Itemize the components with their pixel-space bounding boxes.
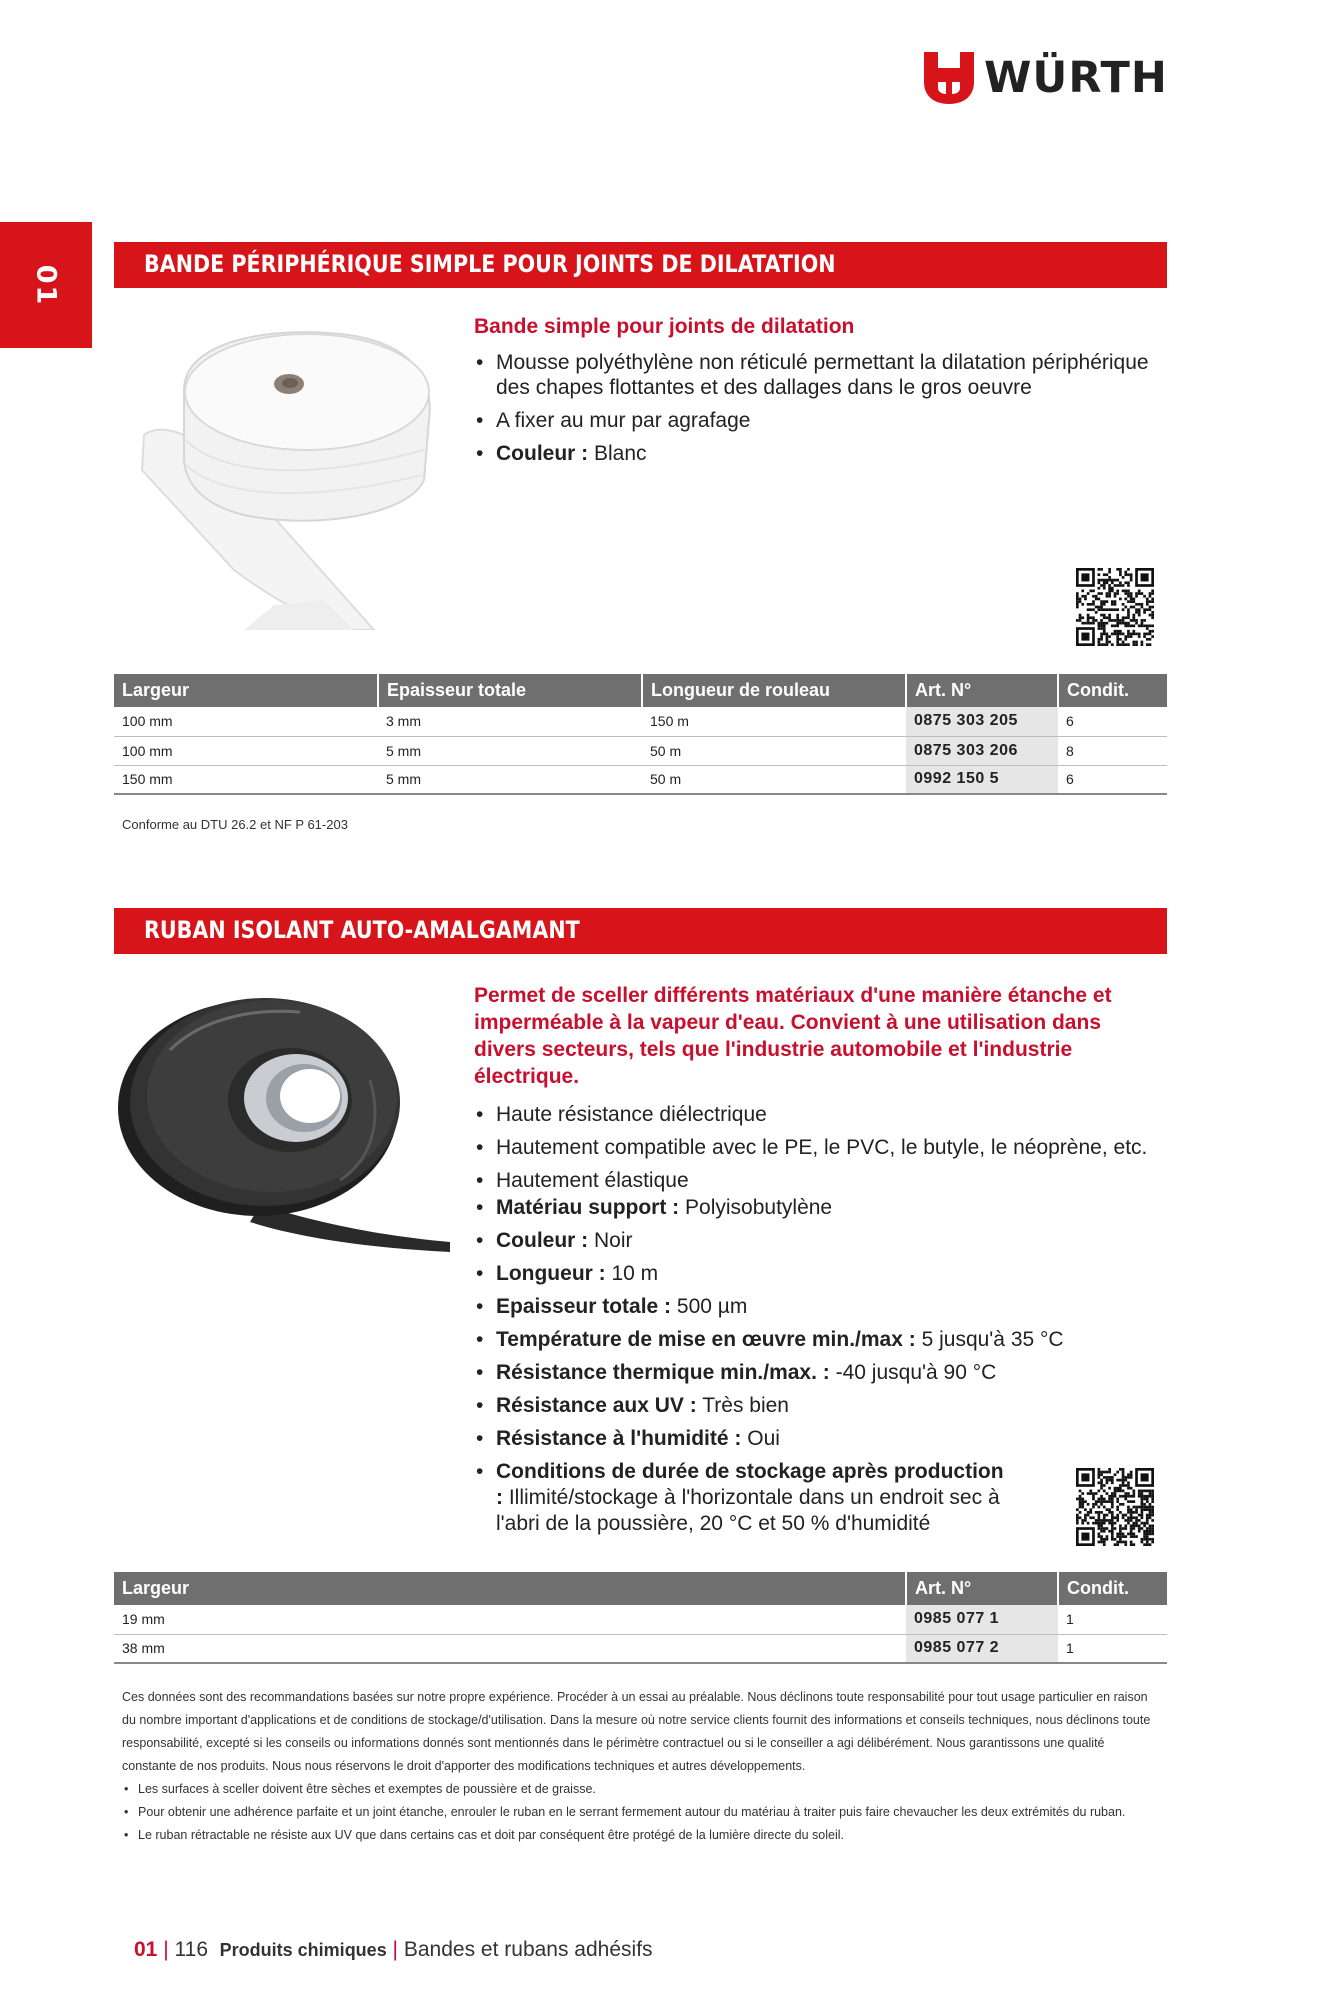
feature-item: • A fixer au mur par agrafage: [474, 408, 1174, 433]
feature-item: • Couleur : Noir: [474, 1228, 1174, 1253]
feature-list: [474, 350, 1174, 466]
qr-code[interactable]: [1076, 568, 1154, 646]
disclaimer-item: • Les surfaces à sceller doivent être sèches et exemptes de poussière et de graisse.: [122, 1778, 1162, 1801]
article-number: 0875 303 205: [906, 707, 1058, 736]
disclaimer: [122, 1686, 1162, 1847]
table-row: 150 mm 5 mm 50 m 0992 150 5 6: [114, 765, 1167, 794]
disclaimer-text: Ces données sont des recommandations basées sur notre propre expérience. Procéder à un essai au préalable. Nous déclinons toute responsabilité pour tout usage particulier en raison du nombre important d'applications et de conditions de stockage/d'utilisation. Dans la mesure où notre service clients fournit des informations et conseils techniques, nous déclinons toute responsabilité, excepté si les conseils ou informations donnés sont mentionnés dans le périmètre contractuel ou si le conseiller a agi délibérément. Nous garantissons une qualité constante de nos produits. Nous nous réservons le droit d'apporter des modifications techniques et autres développements.: [122, 1690, 1151, 1773]
chapter-tab: [0, 222, 92, 348]
article-number: 0992 150 5: [906, 765, 1058, 794]
feature-item: • Résistance à l'humidité : Oui: [474, 1426, 1174, 1451]
table-header-row: [114, 674, 1167, 707]
column-header: Condit.: [1058, 674, 1167, 707]
column-header: Condit.: [1058, 1572, 1167, 1605]
brand-name: WÜRTH: [984, 53, 1168, 103]
section-title: RUBAN ISOLANT AUTO-AMALGAMANT: [144, 916, 580, 944]
feature-item: • Résistance aux UV : Très bien: [474, 1393, 1174, 1418]
column-header: Largeur: [114, 674, 378, 707]
column-header: Art. N°: [906, 674, 1058, 707]
foam-tape-roll-image: [124, 300, 460, 630]
product-subtitle: Permet de sceller différents matériaux d'une manière étanche et imperméable à la vapeur d'eau. Convient à une utilisation dans divers secteurs, tels que l'industrie automobile et l'industrie électrique.: [474, 984, 1112, 1088]
section-header-bande: [114, 242, 1167, 288]
table-row: 100 mm 5 mm 50 m 0875 303 206 8: [114, 736, 1167, 765]
section-header-ruban: [114, 908, 1167, 954]
table-row: 100 mm 3 mm 150 m 0875 303 205 6: [114, 707, 1167, 736]
footer-section: Bandes et rubans adhésifs: [403, 1938, 653, 1961]
column-header: Epaisseur totale: [378, 674, 642, 707]
column-header: Largeur: [114, 1572, 906, 1605]
page-number: 116: [174, 1938, 208, 1961]
product-subtitle: Bande simple pour joints de dilatation: [474, 315, 855, 338]
column-header: Art. N°: [906, 1572, 1058, 1605]
feature-item: • Matériau support : Polyisobutylène: [474, 1195, 1174, 1220]
wurth-logo-icon: [924, 52, 974, 104]
feature-item: • Longueur : 10 m: [474, 1261, 1174, 1286]
feature-item: • Mousse polyéthylène non réticulé permettant la dilatation périphérique des chapes flottantes et des dallages dans le gros oeuvre: [474, 350, 1174, 400]
spec-table: [114, 674, 1167, 795]
feature-list: [474, 1102, 1174, 1537]
chapter-tab-label: 01: [30, 264, 62, 306]
table-row: 19 mm 0985 077 1 1: [114, 1605, 1167, 1634]
spec-table: [114, 1572, 1167, 1664]
feature-item: • Résistance thermique min./max. : -40 jusqu'à 90 °C: [474, 1360, 1174, 1385]
table-row: 38 mm 0985 077 2 1: [114, 1634, 1167, 1663]
qr-code[interactable]: [1076, 1468, 1154, 1546]
footer-separator: |: [392, 1938, 399, 1961]
feature-item: • Conditions de durée de stockage après production : Illimité/stockage à l'horizontale dans un endroit sec à l'abri de la poussière, 20 °C et 50 % d'humidité: [474, 1459, 1014, 1537]
footer-separator: |: [163, 1938, 169, 1961]
table-header-row: [114, 1572, 1167, 1605]
product-description: [474, 313, 1174, 474]
article-number: 0875 303 206: [906, 736, 1058, 765]
conformity-note: Conforme au DTU 26.2 et NF P 61-203: [122, 817, 348, 832]
footer-chapter-num: 01: [134, 1938, 158, 1961]
article-number: 0985 077 2: [906, 1634, 1058, 1663]
article-number: 0985 077 1: [906, 1605, 1058, 1634]
page-footer: [134, 1938, 653, 1962]
feature-item: • Epaisseur totale : 500 µm: [474, 1294, 1174, 1319]
feature-item: • Couleur : Blanc: [474, 441, 1174, 466]
disclaimer-list: [122, 1778, 1162, 1847]
column-header: Longueur de rouleau: [642, 674, 906, 707]
feature-item: • Hautement élastique: [474, 1168, 1174, 1193]
section-title: BANDE PÉRIPHÉRIQUE SIMPLE POUR JOINTS DE DILATATION: [144, 250, 836, 278]
wurth-logo: [924, 52, 1168, 104]
insulating-tape-roll-image: [110, 990, 460, 1260]
feature-item: • Haute résistance diélectrique: [474, 1102, 1174, 1127]
product-description: [474, 982, 1174, 1545]
feature-item: • Température de mise en œuvre min./max : 5 jusqu'à 35 °C: [474, 1327, 1174, 1352]
disclaimer-item: • Pour obtenir une adhérence parfaite et un joint étanche, enrouler le ruban en le serrant fermement autour du matériau à traiter puis faire chevaucher les deux extrémités du ruban.: [122, 1801, 1162, 1824]
disclaimer-item: • Le ruban rétractable ne résiste aux UV que dans certains cas et doit par conséquent être protégé de la lumière directe du soleil.: [122, 1824, 1162, 1847]
feature-item: • Hautement compatible avec le PE, le PVC, le butyle, le néoprène, etc.: [474, 1135, 1174, 1160]
footer-chapter: Produits chimiques: [219, 1940, 387, 1960]
